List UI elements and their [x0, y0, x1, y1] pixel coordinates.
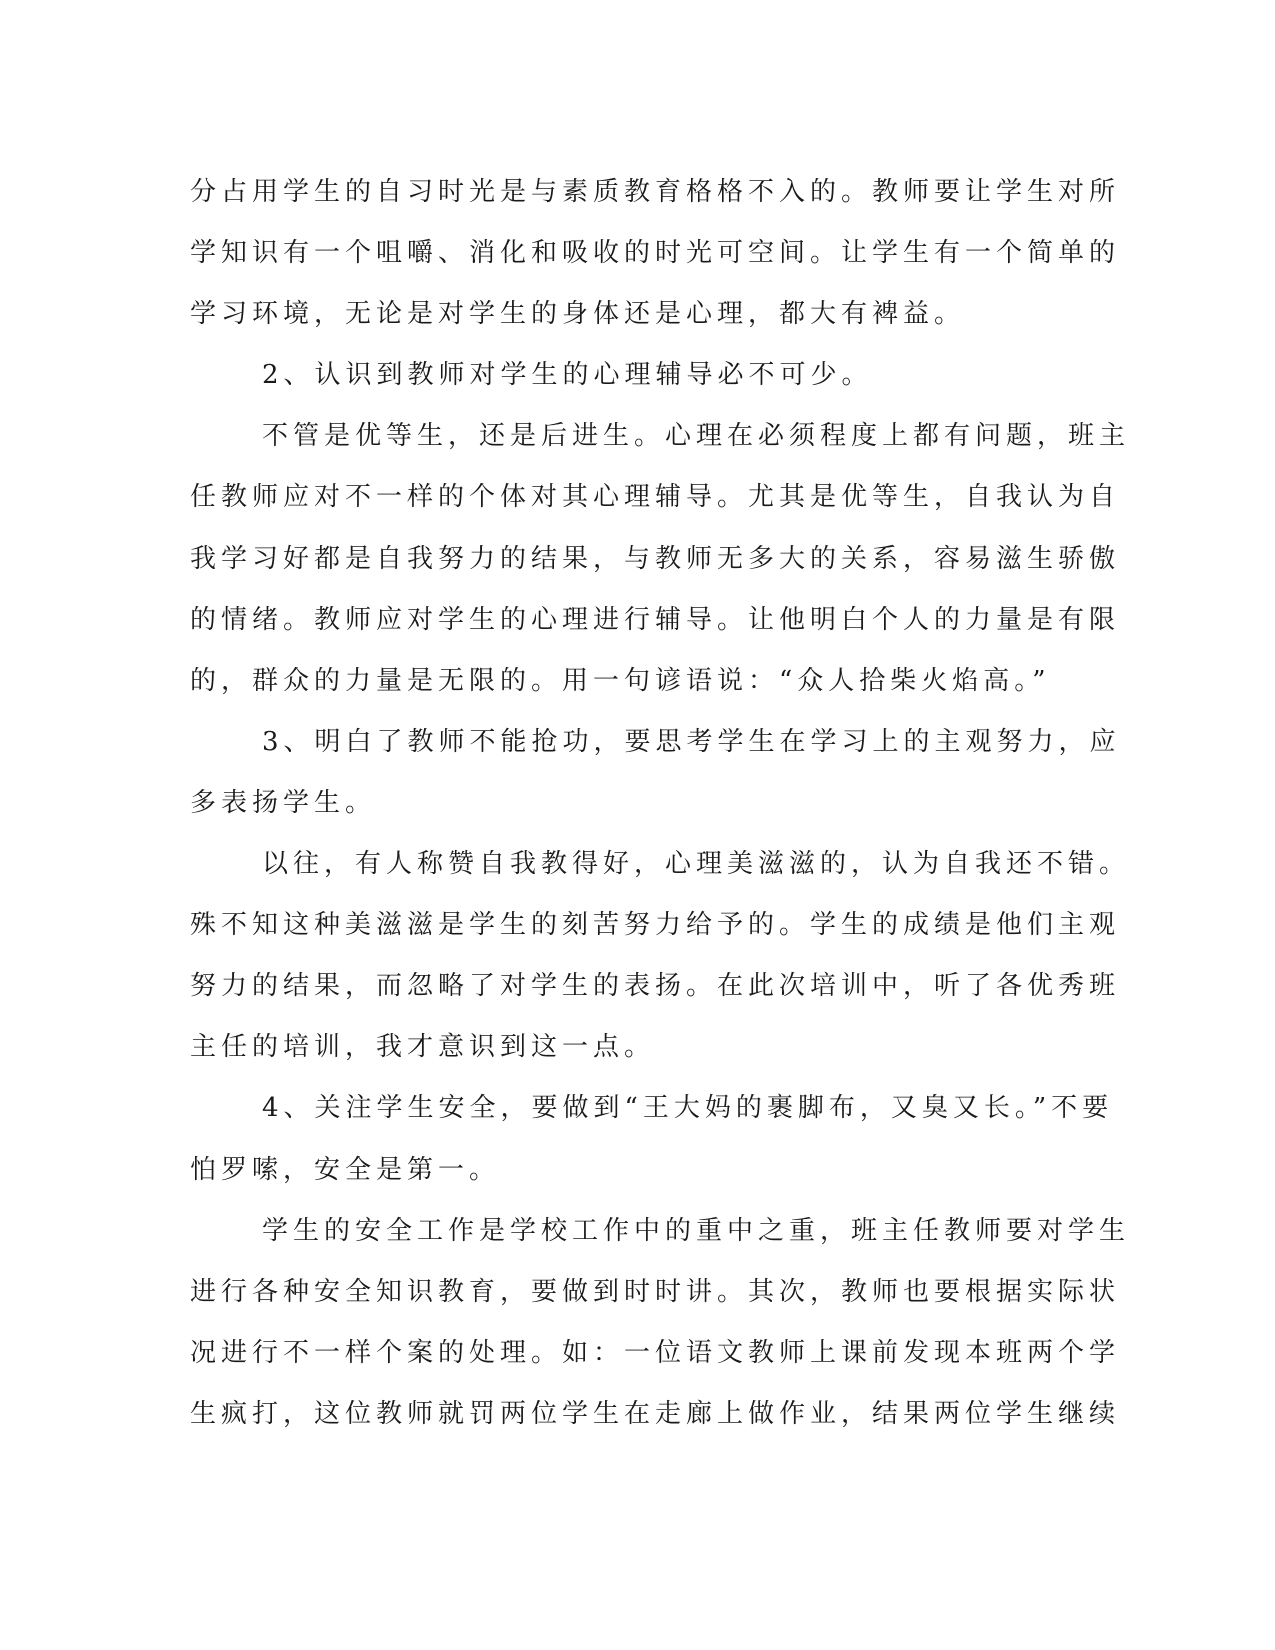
body-text [190, 162, 1131, 1445]
section-heading-2: 2、认识到教师对学生的心理辅导必不可少。 [262, 360, 873, 391]
text-line: 生疯打，这位教师就罚两位学生在走廊上做作业，结果两位学生继续 [190, 1398, 1121, 1429]
paragraph-start: 以往，有人称赞自我教得好，心理美滋滋的，认为自我还不错。 [262, 849, 1131, 880]
text-line: 任教师应对不一样的个体对其心理辅导。尤其是优等生，自我认为自 [190, 482, 1121, 513]
text-line: 多表扬学生。 [190, 787, 377, 818]
text-line: 努力的结果，而忽略了对学生的表扬。在此次培训中，听了各优秀班 [190, 971, 1121, 1002]
text-line: 况进行不一样个案的处理。如：一位语文教师上课前发现本班两个学 [190, 1337, 1121, 1368]
text-line: 学知识有一个咀嚼、消化和吸收的时光可空间。让学生有一个简单的 [190, 238, 1121, 269]
text-line: 殊不知这种美滋滋是学生的刻苦努力给予的。学生的成绩是他们主观 [190, 910, 1121, 941]
text-line: 学习环境，无论是对学生的身体还是心理，都大有裨益。 [190, 299, 966, 330]
paragraph-start: 不管是优等生，还是后进生。心理在必须程度上都有问题，班主 [262, 421, 1131, 452]
text-line: 怕罗嗦，安全是第一。 [190, 1154, 501, 1185]
paragraph-start: 学生的安全工作是学校工作中的重中之重，班主任教师要对学生 [262, 1215, 1131, 1246]
text-line: 分占用学生的自习时光是与素质教育格格不入的。教师要让学生对所 [190, 177, 1121, 207]
text-line: 我学习好都是自我努力的结果，与教师无多大的关系，容易滋生骄傲 [190, 543, 1121, 574]
text-line: 的，群众的力量是无限的。用一句谚语说：“众人拾柴火焰高。” [190, 665, 1051, 696]
section-heading-3: 3、明白了教师不能抢功，要思考学生在学习上的主观努力，应 [262, 726, 1121, 757]
text-line: 进行各种安全知识教育，要做到时时讲。其次，教师也要根据实际状 [190, 1276, 1121, 1307]
section-heading-4: 4、关注学生安全，要做到“王大妈的裹脚布，又臭又长。”不要 [262, 1093, 1114, 1124]
text-line: 的情绪。教师应对学生的心理进行辅导。让他明白个人的力量是有限 [190, 604, 1121, 635]
text-line: 主任的培训，我才意识到这一点。 [190, 1032, 656, 1063]
